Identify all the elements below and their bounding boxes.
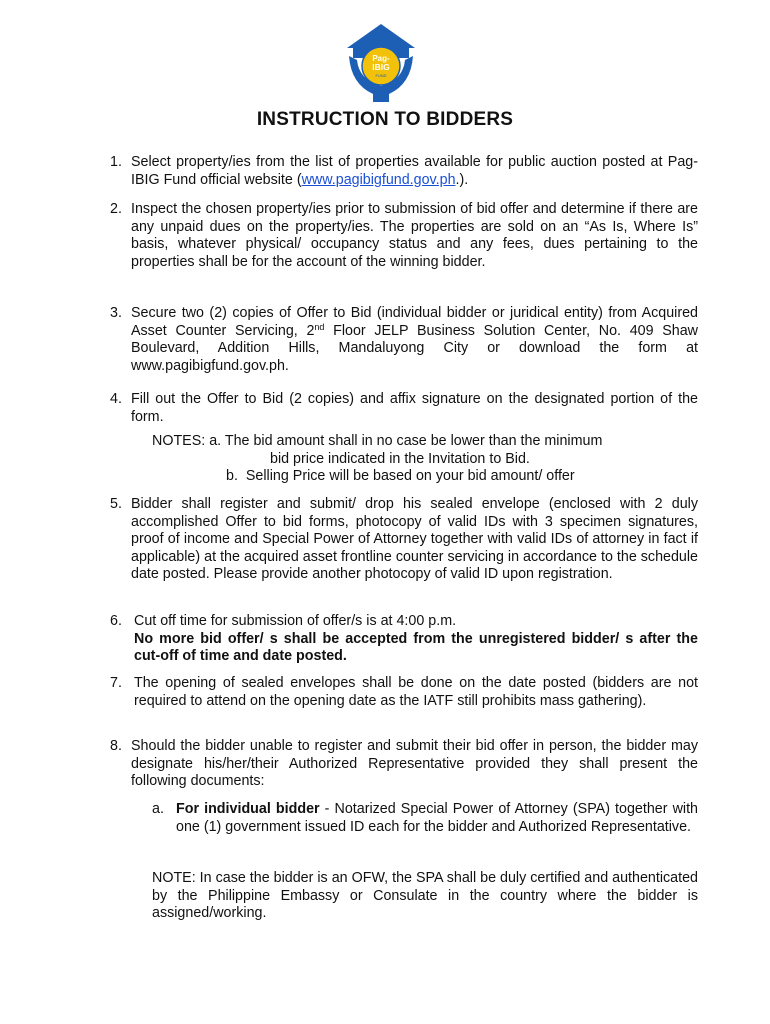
note-a-label: a. [209, 433, 222, 449]
item-text: Should the bidder unable to register and submit their bid offer in person, the bidder may designate his/her/their Authorized Representative provided they shall present the following documents: [131, 738, 698, 789]
note-b-text: Selling Price will be based on your bid amount/ offer [245, 468, 575, 484]
instruction-item-7 [110, 675, 698, 710]
item-number: 2. [110, 201, 122, 217]
svg-text:FUND: FUND [375, 73, 387, 78]
instruction-item-4 [110, 391, 698, 426]
instruction-item-3 [110, 305, 698, 375]
item-text: Bidder shall register and submit/ drop his sealed envelope (enclosed with 2 duly accomplished Offer to bid forms, photocopy of valid IDs with 3 specimen signatures, proof of income and Special Power of Attorney together with valid IDs of attorney in fact if applicable) at the acquired asset frontline counter servicing in accordance to the schedule date posted. Please provide another photocopy of valid ID upon registration. [131, 496, 698, 582]
item-4-notes [152, 433, 698, 486]
notes-label: NOTES: [152, 433, 206, 449]
svg-text:Pag-: Pag- [372, 54, 390, 63]
item-text-end: .). [455, 171, 469, 188]
ordinal-suffix: nd [314, 321, 325, 332]
svg-text:IBIG: IBIG [372, 62, 390, 72]
document-title: INSTRUCTION TO BIDDERS [256, 109, 514, 130]
ofw-note: NOTE: In case the bidder is an OFW, the SPA shall be duly certified and authenticated by the Philippine Embassy or Consulate in the country where the bidder is assigned/working. [152, 870, 698, 921]
item-text: Inspect the chosen property/ies prior to submission of bid offer and determine if there are any unpaid dues on the property/ies. The properties are sold on an “As Is, Where Is” basis, whatever physical/ occupancy status and any fees, dues pertaining to the properties shall be for the account of the winning bidder. [131, 201, 698, 270]
item-number: 1. [110, 154, 122, 170]
item-number: 7. [110, 675, 122, 691]
instruction-item-2 [110, 201, 698, 271]
item-number: 5. [110, 496, 122, 512]
cutoff-warning: No more bid offer/ s shall be accepted from the unregistered bidder/ s after the cut-off of time and date posted. [134, 630, 698, 664]
pagibig-website-link[interactable]: www.pagibigfund.gov.ph [301, 171, 456, 188]
instruction-item-5 [110, 496, 698, 584]
instruction-item-6 [110, 613, 698, 666]
item-text: Cut off time for submission of offer/s is at 4:00 p.m. [134, 613, 457, 629]
item-number: 4. [110, 391, 122, 407]
item-text: The opening of sealed envelopes shall be done on the date posted (bidders are not required to attend on the opening date as the IATF still prohibits mass gathering). [134, 675, 698, 709]
note-b-label: b. [226, 468, 238, 484]
item-text: Fill out the Offer to Bid (2 copies) and affix signature on the designated portion of the form. [131, 391, 698, 425]
item-text: Secure two (2) copies of Offer to Bid (individual bidder or juridical entity) from Acquired Asset Counter Servicing, 2 [131, 305, 698, 339]
instruction-item-8 [110, 738, 698, 791]
item-number: 8. [110, 738, 122, 754]
sub-a-text: - Notarized Special Power of Attorney (SPA) together with one (1) government issued ID each for the bidder and Authorized Representative. [176, 801, 699, 835]
pag-ibig-logo [345, 22, 417, 104]
sub-a-heading: For individual bidder [176, 801, 320, 817]
instruction-item-1 [110, 154, 698, 189]
item-text-end: Floor JELP Business Solution Center, No. 409 Shaw Boulevard, Addition Hills, Mandaluyong City or download the form at www.pagibigfund.gov.ph. [131, 322, 698, 374]
note-a-text-cont: bid price indicated in the Invitation to Bid. [270, 450, 530, 467]
item-number: 6. [110, 613, 122, 629]
item-number: 3. [110, 305, 122, 321]
item-text: Select property/ies from the list of properties available for public auction posted at Pag-IBIG Fund official website ( [131, 154, 698, 188]
item-8-sub-a [152, 801, 698, 836]
sub-a-label: a. [152, 801, 164, 817]
note-a-text: The bid amount shall in no case be lower than the minimum [224, 433, 603, 449]
